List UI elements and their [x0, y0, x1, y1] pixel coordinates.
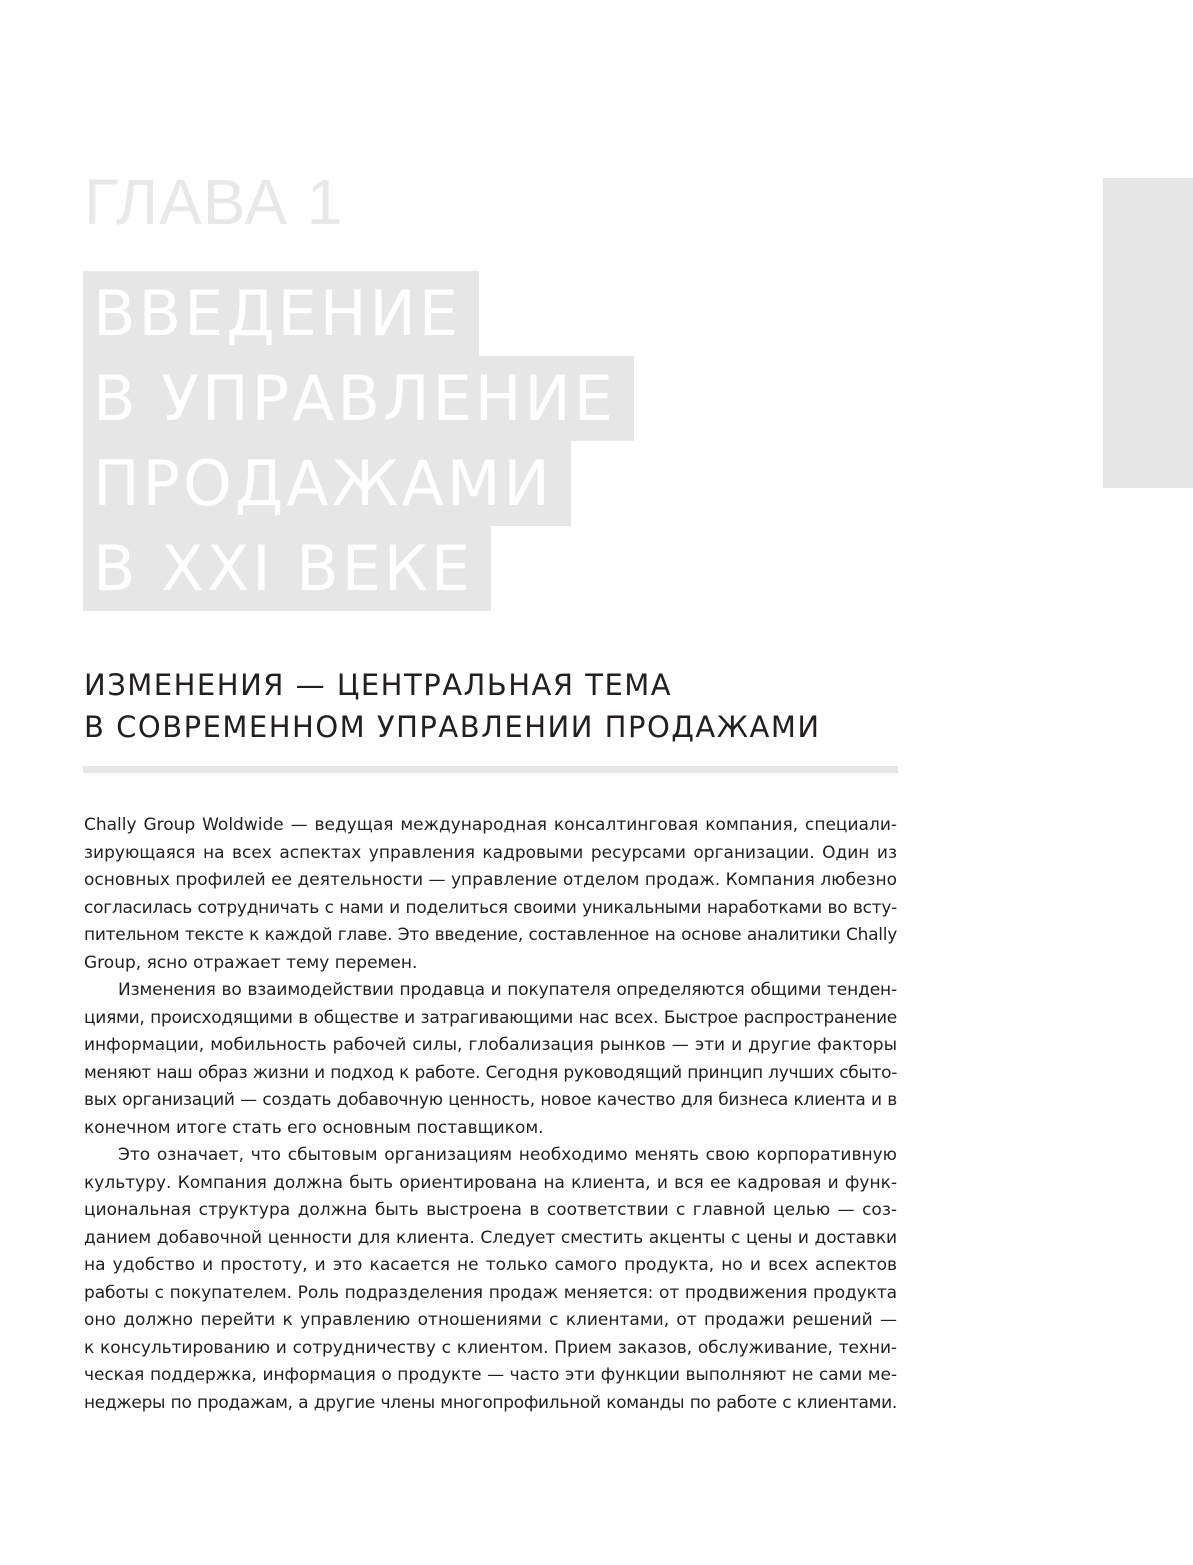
text-line: к консультированию и сотрудничеству с клиентом. Прием заказов, обслуживание, техни- [84, 1337, 897, 1358]
text-line: работы с покупателем. Роль подразделения продаж меняется: от продвижения продукта [84, 1282, 897, 1303]
paragraph [84, 812, 897, 977]
text-line: меняют наш образ жизни и подход к работе. Сегодня руководящий принцип лучших сбыто- [84, 1062, 897, 1083]
chapter-title-line: В XXI ВЕКЕ [83, 526, 491, 611]
text-line: оно должно перейти к управлению отношениями с клиентами, от продажи решений — [84, 1310, 897, 1330]
text-line: зирующаяся на всех аспектах управления кадровыми ресурсами организации. Один из [84, 842, 897, 863]
chapter-title-line: ПРОДАЖАМИ [83, 441, 571, 526]
text-line: на удобство и простоту, и это касается не только самого продукта, но и всех аспектов [84, 1255, 897, 1275]
text-line: информации, мобильность рабочей силы, глобализация рынков — эти и другие факторы [84, 1035, 897, 1055]
text-line: неджеры по продажам, а другие члены многопрофильной команды по работе с клиентами. [84, 1392, 897, 1413]
section-heading-line: ИЗМЕНЕНИЯ — ЦЕНТРАЛЬНАЯ ТЕМА [84, 668, 673, 702]
text-line: вых организаций — создать добавочную ценность, новое качество для бизнеса клиента и в [84, 1090, 897, 1110]
chapter-title [83, 271, 634, 611]
text-line: циональная структура должна быть выстроена в соответствии с главной целью — соз- [84, 1200, 897, 1220]
section-heading [84, 664, 904, 748]
text-line: Изменения во взаимодействии продавца и покупателя определяются общими тенден- [118, 980, 897, 1000]
paragraph [84, 1142, 897, 1417]
text-line: циями, происходящими в обществе и затрагивающими нас всех. Быстрое распространение [84, 1007, 897, 1028]
text-line: ческая поддержка, информация о продукте — часто эти функции выполняют не сами ме- [84, 1365, 897, 1385]
text-line: культуру. Компания должна быть ориентирована на клиента, и вся ее кадровая и функ- [84, 1172, 897, 1193]
text-line: данием добавочной ценности для клиента. Следует сместить акценты с цены и доставки [84, 1227, 897, 1248]
chapter-label: ГЛАВА 1 [84, 166, 344, 238]
chapter-title-line: ВВЕДЕНИЕ [83, 271, 479, 356]
body-text [84, 812, 897, 1417]
text-line: основных профилей ее деятельности — управление отделом продаж. Компания любезно [84, 870, 897, 890]
chapter-side-tab [1103, 178, 1193, 488]
section-divider [83, 766, 898, 773]
text-line: Это означает, что сбытовым организациям необходимо менять свою корпоративную [118, 1145, 897, 1165]
text-line: согласилась сотрудничать с нами и поделиться своими уникальными наработками во всту- [84, 897, 897, 918]
text-line: Chally Group Woldwide — ведущая международная консалтинговая компания, специали- [84, 815, 897, 835]
text-line: Group, ясно отражает тему перемен. [84, 952, 418, 973]
section-heading-line: В СОВРЕМЕННОМ УПРАВЛЕНИИ ПРОДАЖАМИ [84, 710, 821, 744]
text-line: пительном тексте к каждой главе. Это введение, составленное на основе аналитики Chally [84, 925, 897, 945]
paragraph [84, 977, 897, 1142]
chapter-title-line: В УПРАВЛЕНИЕ [83, 356, 634, 441]
text-line: конечном итоге стать его основным поставщиком. [84, 1117, 544, 1138]
